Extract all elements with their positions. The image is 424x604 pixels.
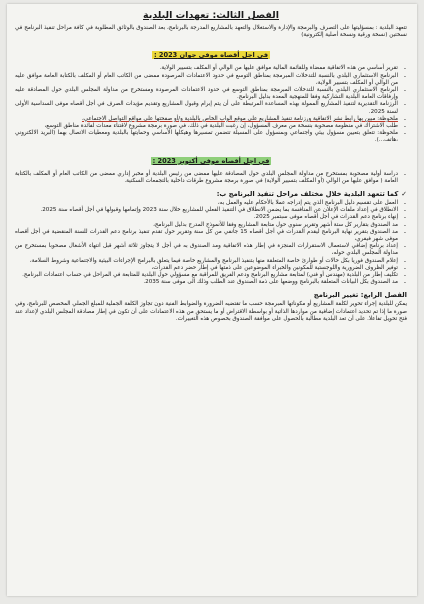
bullet-icon: - xyxy=(403,228,406,236)
chapter4-title: الفصل الرابع: تغيير البرنامج xyxy=(313,291,407,300)
bullet-icon: - xyxy=(403,65,406,73)
section1-title-row xyxy=(15,42,407,62)
bullet-icon: - xyxy=(403,170,406,178)
intro-paragraph: تتعهد البلدية : بمسؤليتها على التصرف والبرمجة والإدارة والاستغلال والتعهد بالمشاريع المدرجة بالبرنامج، بعد الصندوق بالوثائق المطلوبة في كافة مراحل تنفيذ البرنامج في نسختين (نسخة ورقية ونسخة أصلية إلكترونية) xyxy=(15,25,407,39)
chapter-title-text: الفصل الثالث: تعهدات البلدية xyxy=(142,10,279,21)
bullet-icon: - xyxy=(403,207,406,215)
list-item: - تكليف إطار من البلدية (مهندس أو فني) لمتابعة مشاريع البرنامج ودعم الفريق للمراقبة مع مسؤولي حول البلدية للمتابعة في المراحل في حساب اعتمادات البرنامج. xyxy=(22,272,406,280)
bullet-icon: - xyxy=(403,272,406,280)
bullet-icon: - xyxy=(403,264,406,272)
list-item: - إعداد برنامج إضافي لاستعمال الاستقرارات المنجزة في إطار هذه الاتفاقية ومد الصندوق به في أجل لا يتجاوز ثلاثة أشهر قبل انتهاء الأشغال مصحوبا بمستخرج من مداولة المجلس البلدي حوله، xyxy=(15,243,406,257)
bullet-icon: - xyxy=(403,279,406,287)
list-item: - طلب الاشتراك في منظومة مصحوبة بنسخة من معرف المسؤول، إن رغبت البلدية في ذلك، في صورة برمجة مشروع لاقتناء معدات لفائدة مناطق التوسع، xyxy=(44,123,406,131)
bullet-icon: - xyxy=(403,123,406,131)
list-item: - الانطلاق في إعداد ملفات الإعلان عن المنافسة بما يضمن الانطلاق في التنفيذ الفعلي للمشاريع خلال سنة 2023 وإتمامها وقبولها في أجل أقصاه سنة 2025. xyxy=(40,207,406,215)
bullet-icon: - xyxy=(403,72,406,80)
section1-list xyxy=(15,65,407,144)
list-item: - مد الصندوق بتقرير نهاية البرنامج ليقدم القدرات في أجل أقصاه 15 جانفي من كل سنة وتقرير حول تقدم تنفيذ برنامج دعم القدرات للسنة المنقضية في أجل أقصاه موفى شهر فيفري، xyxy=(15,228,406,243)
list-item: - توفير الظروف الضرورية واللوجستية للمكونين والخبراء الموضوعين على ذمتها في إطار حضر دعم القدرات، xyxy=(151,264,406,272)
chapter4-paragraph: يمكن للبلدية إجراء تحوير لكلفة المشاريع أو مكوناتها المبرمجة حسب ما تقتضيه الضرورة والضوابط الفنية دون تجاوز الكلفة الجملية للمبلغ الجملي المخصص للبرنامج، وفي صورة ما إذا تم تحديد اعتمادات إضافية من مواردها الذاتية أو بواسطة الاقتراض أو ما يستحق من هذه الاعتمادات على أن تكون في إطار مصادقة المجلس البلدي لإعداد عند فتح تحويل تفاعلا. على أن تعد البلدية مطالبة بالحصول على موافقة الصندوق بخصوص هذه التغييرات. xyxy=(15,301,407,322)
list-item: - إنهاء برنامج دعم القدرات في أجل أقصاه موفى سبتمبر 2025. xyxy=(253,214,406,222)
list-item: - مد الصندوق بكل البيانات المتعلقة بالبرنامج ووضعها على ذمة الصندوق عند الطلب وذلك الى موفى سنة 2035. xyxy=(143,279,406,287)
list-item: - البرنامج الاستثماري البلدي بالنسبة للتدخلات المبرمجة بمناطق التوسع في حدود الاعتمادات المرصودة ممضى من الكاتب العام أو المكلف بالكتابة العامة موافق عليه من الوالي أو المكلف بتسيير الولاية، xyxy=(15,72,406,86)
list-item: - ملحوظة: مبين بها رابط نشر الاتفاقية ورزنامة تنفيذ المشاريع على موقع الواب الخاص بالبلدية و/أو صفحتها على مواقع التواصل الاجتماعي، xyxy=(81,115,406,123)
bullet-icon: - xyxy=(403,214,406,222)
bullet-icon: - xyxy=(403,87,406,95)
list-item: - ملحوظة: تتعلق بتعيين مسؤول بيئي واجتماعي وبمسؤول على المسيلة تتضمن تمسيرها وهيكلها الأساسي وحمايتها بالبلدية ومعطيات الاتصال بهما (البريد الالكتروني ،هاتف...). xyxy=(15,130,406,144)
check-mark-icon: ✓ xyxy=(401,190,407,199)
document-page xyxy=(7,4,417,596)
list-item: - العمل على تقسيم دليل البرنامج الذي يتم إدراجه عملا بالأحكام عليه والعمل به، xyxy=(217,200,406,208)
section2-title-row xyxy=(15,148,407,168)
bullet-icon: - xyxy=(403,130,406,138)
section3-list xyxy=(15,200,407,286)
bullet-icon: - xyxy=(403,243,406,251)
section3-title: ✓كما تتعهد البلدية خلال مختلف مراحل تنفيذ البرنامج ب: xyxy=(216,190,407,199)
document-content xyxy=(15,10,407,323)
section2-title: في اجل أقصاه موفى أكتوبر 2023 : xyxy=(152,156,270,165)
bullet-icon: - xyxy=(403,101,406,109)
section2-list xyxy=(15,171,407,185)
bullet-icon: - xyxy=(403,200,406,208)
list-item: - تقرير أساسي من هذه الاتفاقية ممضاة وللقائمة المالية موافق عليها من الوالي أو المكلف بتسيير الولاية. xyxy=(159,65,406,73)
list-item: - دراسة أولية مصحوبة بمستخرج من مداولة المجلس البلدي حول المصادقة عليها ممضى من رئيس البلدية أو مخبر إداري ممضى من الكاتب العام أو المكلف بالكتابة العامة ( موافق عليها من الوالي (أو المكلف بتسيير الولاية) في صورة برمجة مشروع طرقات داخلية بالتجمعات السكنية. xyxy=(15,170,406,184)
bullet-icon: - xyxy=(403,221,406,229)
list-item: - إعلام الصندوق فوريا بكل حالات أو طوارئ خاصة المتعلقة منها بتنفيذ البرنامج والمشاريع خاصة فيما يتعلق بالبرامج الإجراءات البيئية والاجتماعية وشروط السلامة، xyxy=(29,257,406,265)
list-item: - البرنامج الاستثماري البلدي بالنسبة للتدخلات المبرمجة بمناطق التوسع في حدود الاعتمادات المرصودة ومستخرج من مداولة المجلس البلدي حول المصادقة عليه وإرفاقات العامة البلدية التشاركية وفقا للمنهجية المعدة بدليل البرنامج. xyxy=(15,87,406,101)
section1-title: في اجل أقصاه موفى جوان 2023 : xyxy=(153,51,269,60)
list-item: - الرزنامة التقديرية لتنفيذ المشاريع الممولة بهذه المساعدة المرتبطة على أن يتم إبرام وقبول المشاريع وتقديم مؤيدات الصرف في أجل أقصاه موفى السداسية الأولى لسنة 2025. xyxy=(15,101,406,115)
chapter-title xyxy=(15,10,407,21)
list-item: - مد الصندوق بتقارير كل ستة أشهر وتقرير سنوي حول متابعة المشاريع وفقا للأنموذج المدرج بدليل البرنامج، xyxy=(153,221,406,229)
bullet-icon: - xyxy=(403,257,406,265)
bullet-icon: - xyxy=(403,115,406,123)
